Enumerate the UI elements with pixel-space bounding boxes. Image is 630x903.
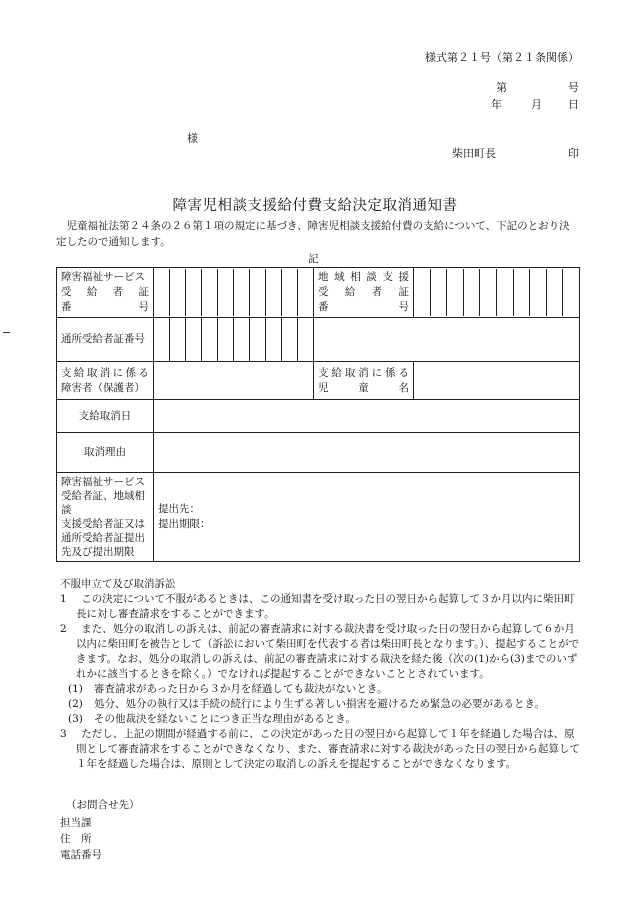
subitem-number: (1) <box>68 683 83 695</box>
label-line: 支給取消に係る <box>318 366 409 379</box>
label-line: 番号 <box>318 301 409 313</box>
label-line: 受給者証 <box>61 286 149 298</box>
submission-place-label: 提出先： <box>158 503 200 515</box>
child-name-value[interactable] <box>414 362 580 400</box>
label-line: 支給取消に係る <box>61 366 149 379</box>
note-subitem <box>60 682 582 697</box>
note-text: この決定について不服があるときは、この通知書を受け取った日の翌日から起算して３か月以内に柴田町長に対し審査請求をすることができます。 <box>76 593 575 620</box>
note-subitem <box>60 697 582 712</box>
note-item <box>60 622 582 682</box>
appeal-notes <box>60 577 582 772</box>
note-text: また、処分の取消しの訴えは、前記の審査請求に対する裁決書を受け取った日の翌日から起算して６か月以内に柴田町を被告として（訴訟において柴田町を代表する者は柴田町長となります。）、提起することができます。なお、処分の取消しの訴えは、前記の審査請求に対する裁決を経た後（次の(1)から(3)までのいずれかに該当するときを除く。）でなければ提起することができないこととされています。 <box>76 623 580 680</box>
welfare-service-certificate-label <box>57 268 154 318</box>
label-line: 先及び提出期限 <box>61 546 135 558</box>
margin-mark <box>3 332 10 333</box>
cancellation-reason-label: 取消理由 <box>57 433 154 473</box>
label-line: 番号 <box>61 301 149 313</box>
form-number: 様式第２１号（第２１条関係） <box>425 51 579 64</box>
note-number: 3 <box>60 728 67 740</box>
welfare-service-certificate-digits[interactable] <box>154 268 314 318</box>
subitem-text: その他裁決を経ないことにつき正当な理由があるとき。 <box>94 713 356 725</box>
recipient-sama: 様 <box>187 132 198 145</box>
cancellation-date-value[interactable] <box>154 400 580 433</box>
subitem-number: (2) <box>68 698 83 710</box>
seal-mark: 印 <box>568 147 579 160</box>
cancellation-date-label: 支給取消日 <box>57 400 154 433</box>
label-line: 通所受給者証提出 <box>61 532 145 544</box>
label-line: 障害福祉サービス <box>61 476 145 488</box>
subitem-number: (3) <box>68 713 83 725</box>
cancellation-form-table <box>56 267 580 562</box>
community-support-certificate-label <box>314 268 414 318</box>
date-day: 日 <box>568 98 579 111</box>
note-item <box>60 592 582 622</box>
day-service-certificate-label: 通所受給者証番号 <box>57 318 154 362</box>
subitem-text: 審査請求があった日から３か月を経過しても裁決がないとき。 <box>94 683 388 695</box>
note-text: ただし、上記の期間が経過する前に、この決定があった日の翌日から起算して１年を経過した場合は、原則として審査請求をすることができなくなり、また、審査請求に対する裁決があった日の翌日から起算して１年を経過した場合は、原則として決定の取消しの訴えを提起することができなくなります。 <box>76 728 580 770</box>
note-item <box>60 727 582 772</box>
label-line: 受給者証、地域相談 <box>61 490 145 516</box>
child-name-label <box>314 362 414 400</box>
contact-phone: 電話番号 <box>60 849 102 861</box>
contact-department: 担当課 <box>60 817 92 829</box>
date-year: 年 <box>491 98 502 111</box>
label-line: 障害者（保護者） <box>61 381 145 394</box>
document-number-dai: 第 <box>496 81 507 94</box>
document-number-go: 号 <box>568 81 579 94</box>
contact-address: 住 所 <box>60 833 92 845</box>
issuer-name: 柴田町長 <box>452 147 496 160</box>
intro-paragraph: 児童福祉法第２４条の２６第１項の規定に基づき、障害児相談支援給付費の支給について、下記のとおり決定したので通知します。 <box>56 220 570 248</box>
label-line: 障害福祉サービス <box>61 271 145 283</box>
appeal-heading: 不服申立て及び取消訴訟 <box>60 578 176 590</box>
note-number: 1 <box>60 593 67 605</box>
subitem-text: 処分、処分の執行又は手続の続行により生ずる著しい損害を避けるため緊急の必要があるとき。 <box>94 698 546 710</box>
submission-destination-value[interactable] <box>154 473 580 562</box>
cancellation-reason-value[interactable] <box>154 433 580 473</box>
guardian-label <box>57 362 154 400</box>
note-subitem <box>60 712 582 727</box>
label-line: 支援受給者証又は <box>61 518 145 530</box>
submission-deadline-label: 提出期限： <box>158 518 211 530</box>
community-support-certificate-digits[interactable] <box>414 268 580 318</box>
label-line: 地域相談支援 <box>318 271 409 283</box>
ki-label: 記 <box>308 253 319 265</box>
label-line: 児童名 <box>318 381 409 394</box>
date-month: 月 <box>531 98 542 111</box>
day-service-certificate-digits[interactable] <box>154 318 314 362</box>
contact-heading: （お問合せ先） <box>66 799 140 811</box>
submission-destination-label <box>57 473 154 562</box>
label-line: 受給者証 <box>318 286 409 298</box>
note-number: 2 <box>60 623 67 635</box>
document-title: 障害児相談支援給付費支給決定取消通知書 <box>172 198 458 214</box>
guardian-value[interactable] <box>154 362 314 400</box>
day-service-blank <box>314 318 580 362</box>
